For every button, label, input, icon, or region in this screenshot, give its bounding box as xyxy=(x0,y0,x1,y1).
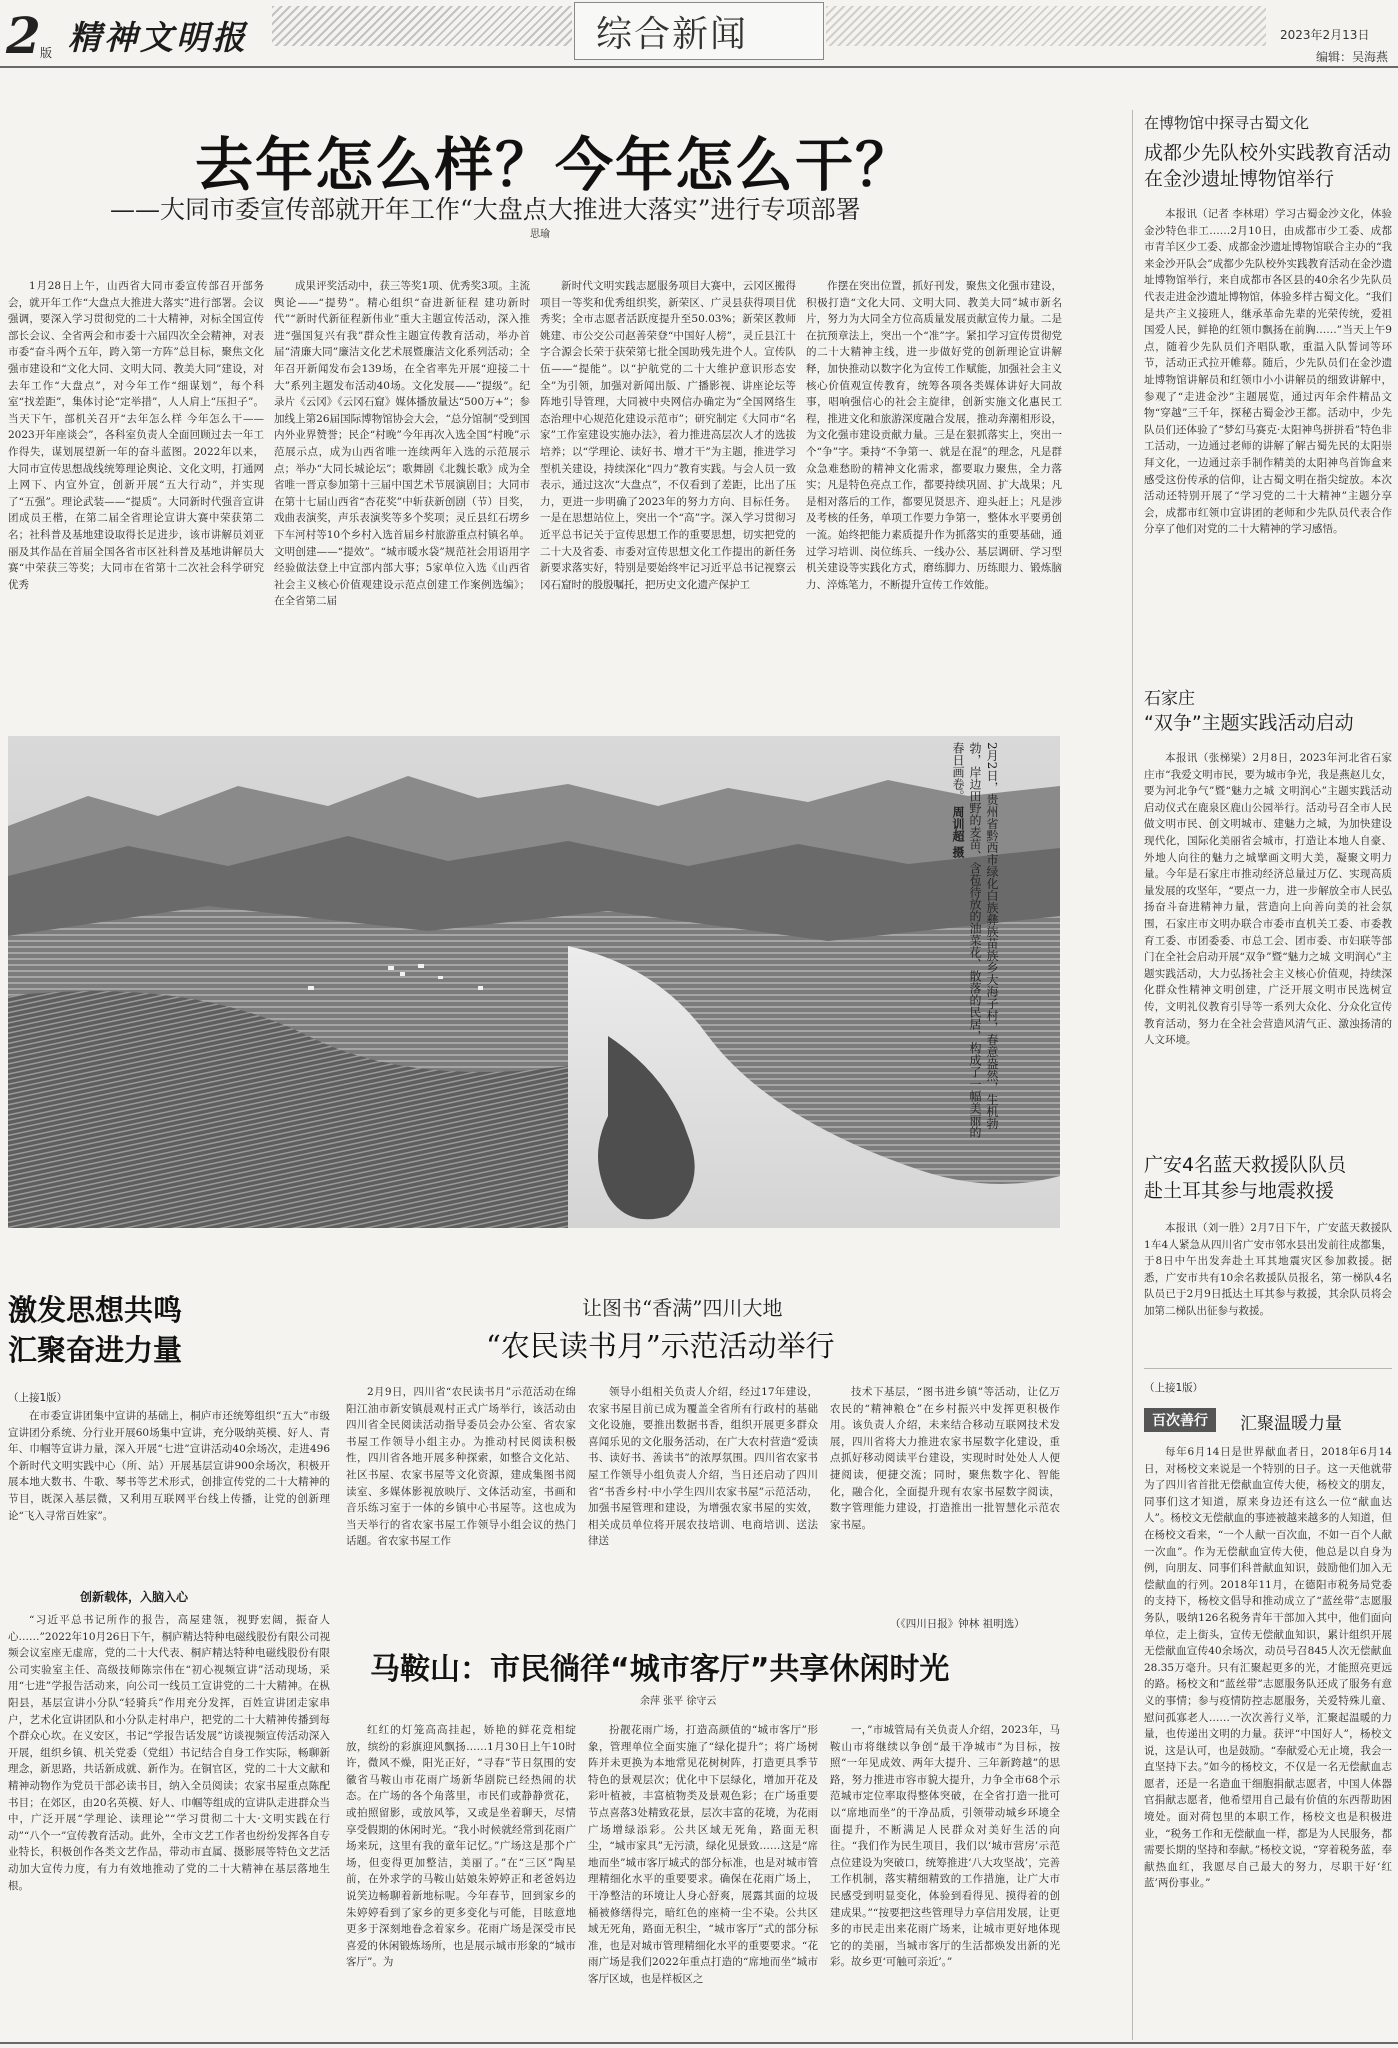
right-column-divider xyxy=(1132,110,1133,2040)
photo-credit: 周训超 摄 xyxy=(951,805,965,859)
rural-story-column-2: 领导小组相关负责人介绍，经过17年建设，农家书屋目前已成为覆盖全省所有行政村的基础文化设施，要推出数据书香，组织开展更多群众喜闻乐见的文化服务活动，在广大农村营造“爱读书、读好书、善读书”的浓厚氛围。四川省农家书屋工作领导小组负责人介绍，当日还启动了四川省“书香乡村·中小学生四川农家书屋”示范活动，加强书屋管理和建设，为增强农家书屋的实效，相关成员单位将开展农技培训、电商培训、送法律送 xyxy=(588,1386,818,1548)
maanshan-column-1: 红红的灯笼高高挂起，娇艳的鲜花竞相绽放，缤纷的彩旗迎风飘扬……1月30日上午10时许，微风不燥，阳光正好，“寻春”节日氛围的安徽省马鞍山市花雨广场新华剧院已经热闹的状态。在广场的各个角落里，市民们或静静赏花，或拍照留影，或放风筝，又或是坐着聊天，尽情享受假期的休闲时光。“我小时候就经常到花雨广场来玩，这里有我的童年记忆。”广场这是那个广场，但变得更加整洁，美丽了。”在“三区”陶星前，在外求学的马鞍山姑娘朱婷婷正和老爸妈边说笑边畅聊着新地标呢。今年春节，回到家乡的朱婷婷看到了家乡的更多变化与可能，目眩意地更多于深刻地眷念着家乡。花雨广场是深受市民喜爱的休闲锻炼场所，也是展示城市形象的“城市客厅”。为 xyxy=(346,1724,576,1969)
lead-column-3: 新时代文明实践志愿服务项目大赛中，云冈区搬得项目一等奖和优秀组织奖，新荣区、广灵县获得项目优秀奖；全市志愿者活跃度提升至50.03%；新荣区教师姚建、市公交公司赵善荣登“中国好人榜”，灵丘县江十字合源会长荣于获荣第七批全国助残先进个人。宣传队伍——“提能”。以“护航党的二十大维护意识形态安全”为引领，加强对新闻出版、广播影视、讲座论坛等阵地引导管理，大同被中央网信办确定为“全国网络生态治理中心规范化建设示范市”；研究制定《大同市“名家”工作室建设实施办法》，着力推进高层次人才的选拔培养；以“学理论、读好书、增才干”为主题，推进学习型机关建设，持续深化“四力”教育实践。与会人员一致表示，通过这次“大盘点”，不仅看到了差距，比出了压力，更进一步明确了2023年的努力方向、目标任务。一是在思想站位上，突出一个“高”字。深入学习贯彻习近平总书记关于宣传思想工作的重要思想，切实把党的二十大及省委、市委对宣传思想文化工作提出的新任务新要求落实好，特别是要始终牢记习近平总书记视察云冈石窟时的殷殷嘱托，把历史文化遗产保护工 xyxy=(540,280,796,591)
left-story-body-2: “习近平总书记所作的报告，高屋建瓴，视野宏阔，振奋人心……”2022年10月26日下午，桐庐精达特种电磁线股份有限公司视频会议室座无虚席，党的二十大代表、桐庐精达特种电磁线股份有限公司实验室主任、高级技师陈宗伟在“初心视频宣讲”活动现场，采用“七进”学报告活动来，向公司一线员工宣讲党的二十大精神。在枞阳县，基层宣讲小分队“轻骑兵”作用充分发挥，百姓宣讲团走家串户，艺术化宣讲团队和小分队走村串户，把党的二十大精神传播到每个群众心坎。在义安区，书记“学报告话发展”访谈视频宣传活动深入开展，组织乡镇、机关党委（党组）书记结合自身工作实际，畅聊新理念，新思路，共话新成就、新作为。在铜官区，党的二十大文献和精神动物作为党员干部必读书目，纳入全员阅读；农家书屋重点陈配书目；在郊区，由20名英模、好人、巾帼等组成的宣讲队走进群众当中，广泛开展“学理论、读理论”“学习贯彻二十大·文明实践在行动”“八个一”宣传教育活动。此外，全市文艺工作者也纷纷发挥各自专业特长，积极创作各类文艺作品，带动市直属、摄影展等特色文艺活动加大宣传力度，有力有效地推动了党的二十大精神在基层落地生根。 xyxy=(8,1614,330,1892)
museum-body: 本报讯（记者 李林珺）学习古蜀金沙文化，体验金沙特色非工……2月10日，由成都市少工委、成都市青羊区少工委、成都金沙遗址博物馆联合主办的“我来金沙开队会”成都少先队校外实践教育活动在金沙遗址博物馆举行，来自成都市各区县的40余名少先队员代表走进金沙遗址博物馆，体验多样古蜀文化。“我们是共产主义接班人，继承革命先辈的光荣传统，爱祖国爱人民，鲜艳的红领巾飘扬在前胸……”当天上午9点，随着少先队员们齐唱队歌，重温入队誓词等环节，活动正式拉开帷幕。随后，少先队员们在金沙遗址博物馆讲解员和红领巾小小讲解员的细致讲解中，参观了“走进金沙”主题展览，通过丙年余件精品文物“穿越”三千年，探秘古蜀金沙王都。活动中，少先队员们还体验了“梦幻马赛克·太阳神鸟拼拼看”特色非工活动，一边通过老师的讲解了解古蜀先民的太阳崇拜文化，一边通过亲手制作精美的太阳神鸟首饰盒来感受这份传承的信仰，让古蜀文明在指尖绽放。本次活动还特别开展了“学习党的二十大精神”主题分享会，成都市红领巾宣讲团的老师和少先队员代表合作分享了他们对党的二十大精神的学习感悟。 xyxy=(1144,208,1392,536)
right-section-rule xyxy=(1144,1368,1392,1369)
issue-date: 2023年2月13日 xyxy=(1280,28,1370,42)
bottom-rule xyxy=(0,2042,1398,2044)
sjz-kicker: 石家庄 xyxy=(1144,689,1195,709)
editor-credit: 编辑：吴海燕 xyxy=(1316,50,1389,64)
blood-header xyxy=(1144,1408,1392,1436)
masthead xyxy=(0,0,1398,72)
maanshan-title: 马鞍山：市民徜徉“城市客厅”共享休闲时光 xyxy=(370,1652,950,1687)
left-story-body-1: 在市委宣讲团集中宣讲的基础上，桐庐市还统筹组织“五大”市级宣讲团分系统、分行业开展60场集中宣讲，充分吸纳英模、好人、青年、巾帼等宣讲力量，深入开展“七进”宣讲活动40余场次，走进496个新时代文明实践中心（所、站）开展基层宣讲900余场次，积极开展本地大数书、牛歌、琴书等艺术形式，创排宣传党的二十大精神的节目，既深入基层微，又利用互联网平台线上传播，让党的创新理论“飞入寻常百姓家”。 xyxy=(8,1410,330,1522)
masthead-ornament-right xyxy=(826,6,1266,46)
museum-title-2: 在金沙遗址博物馆举行 xyxy=(1144,168,1335,190)
page-number: 2 xyxy=(6,6,41,65)
masthead-ornament xyxy=(272,6,572,46)
paper-name: 精神文明报 xyxy=(68,18,248,57)
page-number-suffix: 版 xyxy=(40,46,53,60)
rural-story-kicker: 让图书“香满”四川大地 xyxy=(582,1296,783,1320)
guangan-body: 本报讯（刘一胜）2月7日下午，广安蓝天救援队1车4人紧急从四川省广安市邻水县出发前往成都集，于8日中午出发奔赴土耳其地震灾区参加救援。据悉，广安市共有10余名救援队员报名，第一梯队4名队员已于2月9日抵达土耳其参与救援，其余队员将会加第二梯队出征参与救援。 xyxy=(1144,1222,1392,1317)
left-story-continued: （上接1版） xyxy=(8,1392,68,1404)
section-title: 综合新闻 xyxy=(596,14,749,55)
left-story-title-1: 激发思想共鸣 xyxy=(8,1293,183,1327)
lead-column-1: 1月28日上午，山西省大同市委宣传部召开部务会，就开年工作“大盘点大推进大落实”进行部署。会议强调，要深入学习贯彻党的二十大精神，对标全国宣传部长会议、全省两会和市委十六届四次全会精神，对表市委“奋斗两个五年，跨入第一方阵”总目标，聚焦文化强市建设和“文化大同、文明大同、教美大同”建设，对去年工作“大盘点”，对今年工作“细谋划”，每个科室“找差距”，集体讨论“定举措”，人人肩上“压担子”。当天下午，部机关召开“去年怎么样 今年怎么干——2023开年座谈会”，各科室负责人全面回顾过去一年工作得失，谋划展望新一年的奋斗蓝图。2022年以来，大同市宣传思想战线统筹理论舆论、文化文明，打通网上网下、内宣外宣，创新开展“五大行动”，并实现了“五强”。理论武装——“提质”。大同新时代强音宣讲团成员王楷，在第二届全省理论宣讲大赛中荣获第二名；社科普及基地建设取得长足进步，该市讲解员刘亚丽及其作品在首届全国各省市区社科普及基地讲解员大赛“中荣获三等奖；大同市在省第十二次社会科学研究优秀 xyxy=(8,280,264,591)
lead-column-4: 作摆在突出位置，抓好刊发，聚焦文化强市建设，积极打造“文化大同、文明大同、教美大同”城市新名片，努力为大同全方位高质量发展贡献宣传力量。二是在抗预章法上，突出一个“准”字。紧扣学习宣传贯彻党的二十大精神主线，进一步做好党的创新理论宣讲解释，加快推动以数字化为宣传工作赋能，加强社会主义核心价值观宣传教育，统筹各项各类媒体讲好大同故事，唱响强信心的社会主旋律，创新实施文化惠民工程，推进文化和旅游深度融合发展，推动奔潮相形设，为文化强市建设贡献力量。三是在狠抓落实上，突出一个“争”字。秉持“不争第一、就是在混”的理念，凡是群众急难愁盼的精神文化需求，都要取力聚焦，全力落实；凡是特色亮点工作，都要持续巩固、扩大战果；凡是相对落后的工作，都要见贤思齐、迎头赶上；凡是涉及考核的任务，单项工作要力争第一，整体水平要勇创一流。始终把能力素质提升作为抓落实的重要基础，通过学习培训、岗位练兵、一线办公、基层调研、学习型机关建设等实践化方式，磨练脚力、历练眼力、锻炼脑力、淬炼笔力，不断提升宣传工作效能。 xyxy=(806,280,1062,591)
rural-story-column-1: 2月9日，四川省“农民读书月”示范活动在绵阳江油市新安镇晨观村正式广场举行，该活动由四川省全民阅读活动指导委员会办公室、省农家书屋工作领导小组主办。为推动村民阅读积极性，四川省各地开展多种探索，如整合文化站、社区书屋、农家书屋等文化资源，建成集图书阅读室、多媒体影视放映厅、文体活动室，书画和音乐练习室于一体的乡镇中心书屋等。这也成为当天举行的省农家书屋工作领导小组会议的热门话题。省农家书屋工作 xyxy=(346,1386,576,1548)
blood-body: 每年6月14日是世界献血者日，2018年6月14日，对杨校文来说是一个特别的日子。这一天他就带为了四川省首批无偿献血宣传大使，杨校文的朋友，同事们这才知道，原来身边还有这么一位“献血达人”。杨校文无偿献血的事迹被越来越多的人知道，但在杨校文看来，“一个人献一百次血，不如一百个人献一次血”。作为无偿献血宣传大使，他总是以自身为例，向朋友、同事们科普献血知识，鼓励他们加入无偿献血的行列。2018年11月，在德阳市税务局党委的支持下，杨校文倡导和推动成立了“蓝丝带”志愿服务队，吸纳126名税务青年干部加入其中，他们面向单位，走上街头，宣传无偿献血知识，累计组织开展无偿献血宣传40余场次，动员号召845人次无偿献血28.35万毫升。只有汇聚起更多的光，才能照亮更远的路。杨校文和“蓝丝带”志愿服务队还成了服务有意义的事情；参与疫情防控志愿服务，关爱特殊儿童、慰问孤寡老人……一次次善行义举，汇聚起温暖的力量，也传递出文明的力量。获评“中国好人”，杨校文说，这是认可，也是鼓励。“奉献爱心无止境，我会一直坚持下去。”如今的杨校文，不仅是一名无偿献血志愿者，还是一名造血干细胞捐献志愿者，中国人体器官捐献志愿者，他希望用自己最有价值的东西帮助困境处。面对荷包里的本职工作，杨校文也是积极进业，“税务工作和无偿献血一样，都是为人民服务，都需要长期的坚持和奉献。”杨校文说，“穿着税务蓝，奉献热血红，我愿尽自己最大的努力，尽职干好‘红蓝’两份事业。” xyxy=(1144,1446,1392,1890)
guangan-title-1: 广安4名蓝天救援队队员 xyxy=(1144,1154,1347,1176)
museum-kicker: 在博物馆中探寻古蜀文化 xyxy=(1144,114,1310,132)
left-story-subhead: 创新载体，入脑入心 xyxy=(80,1590,189,1604)
museum-title-1: 成都少先队校外实践教育活动 xyxy=(1144,142,1392,164)
photo-caption: 2月2日，贵州省黔西市绿化白族彝族苗族乡大海子村，春意盎然，生机勃勃，岸边田野的麦苗、含苞待放的油菜花、散落的民居，构成了一幅美丽的春日画卷。 周训超 摄 xyxy=(951,742,999,1138)
rural-story-title: “农民读书月”示范活动举行 xyxy=(486,1329,835,1363)
left-story-title-2: 汇聚奋进力量 xyxy=(8,1333,183,1367)
guangan-title-2: 赴土耳其参与地震救援 xyxy=(1144,1180,1335,1202)
sjz-body: 本报讯（张梯梁）2月8日，2023年河北省石家庄市“我爱文明市民，要为城市争光，我是燕赵儿女，要为河北争气”暨“魅力之城 文明润心”主题实践活动启动仪式在鹿泉区鹿山公园举行。活动号召全市人民做文明市民、创文明城市、建魅力之城，为加快建设现代化，国际化美丽省会城市，打造让本地人自豪、外地人向往的魅力之城擘画文明大美，凝聚文明力量。今年是石家庄市推动经济总量过万亿、实现高质量发展的攻坚年，“要点一力，进一步解放全市人民弘扬奋斗奋进精神力量，营造向上向善向美的社会氛围，石家庄市文明办联合市委市直机关工委、市委教育工委、市团委委、市总工会、团市委、市妇联等部门在全社会启动开展“双争”暨“魅力之城 文明润心”主题实践活动，大力弘扬社会主义核心价值观，持续深化群众性精神文明创建，广泛开展文明市民选树宣传，文明礼仪教育引导等一系列大众化、分众化宣传教育活动，努力在全社会营造风清气正、激浊扬清的人文环境。 xyxy=(1144,752,1392,1047)
rural-story-column-3: 技术下基层，“图书进乡镇”等活动，让亿万农民的“精神粮仓”在乡村振兴中发挥更积极作用。该负责人介绍，未来结合移动互联网技术发展，四川省将大力推进农家书屋数字化建设，重点抓好移动阅读平台建设，实现时时处处人人便捷阅读，便捷交流；同时，聚焦数字化、智能化，融合化，全面提升现有农家书屋数字阅读，数字管理能力建设，打造推出一批智慧化示范农家书屋。 xyxy=(830,1386,1060,1531)
masthead-rule xyxy=(0,66,1398,68)
sjz-title: “双争”主题实践活动启动 xyxy=(1144,712,1354,734)
right-continued-note: （上接1版） xyxy=(1144,1382,1204,1394)
lead-column-2: 成果评奖活动中，获三等奖1项、优秀奖3项。主流舆论——“提势”。精心组织“奋进新征程 建功新时代”“新时代新征程新伟业”重大主题宣传活动，深入推进“强国复兴有我”群众性主题宣传教育活动，举办首届“清廉大同”廉洁文化艺术展暨廉洁文化系列活动；全年召开新闻发布会139场，在全省率先开展“迎接二十大”系列主题发布活动40场。文化发展——“提级”。纪录片《云冈》《云冈石窟》媒体播放量达“500万+”；参加线上第26届国际博物馆协会大会，“总分馆制”受到国内外业界赞誉；民企“村晚”今年再次入选全国“村晚”示范展示点，成为山西省唯一连续两年入选的示范展示点；举办“大同长城论坛”；歌舞剧《北魏长歌》成为全省唯一晋京参加第十三届中国艺术节展演剧目；大同市在第十七届山西省“杏花奖”中斩获新创剧（节）目奖，戏曲表演奖，声乐表演奖等多个奖项；灵丘县红石塄乡下车河村等10个乡村入选首届乡村旅游重点村镇名单。文明创建——“提效”。“城市暖水袋”规范社会用语用字经验做法登上中宣部内部大事；5家单位入选《山西省社会主义核心价值观建设示范点创建工作案例选编》；在全省第二届 xyxy=(274,280,530,608)
maanshan-byline: 余萍 张平 徐守云 xyxy=(640,1696,717,1707)
lead-headline: 去年怎么样？今年怎么干？ xyxy=(195,131,916,199)
blood-tag: 百次善行 xyxy=(1144,1408,1216,1432)
maanshan-column-2: 扮靓花雨广场，打造高颜值的“城市客厅”形象，管理单位全面实施了“绿化提升”；将广场树阵并未更换为本地常见花树树阵，打造更具季节特色的景观层次；优化中下层绿化，增加开花及彩叶植被，丰富植物类及景观色彩；在广场重要节点喜落3处精致花景，层次丰富的花境，为花雨广场增绿添彩。公共区域无死角，路面无积尘，“城市家具”无污渍，绿化见景致……这是“席地而坐”城市客厅城式的部分标准，也是对城市管理精细化水平的重要要求。确保在花雨广场上，干净整洁的环境让人身心舒爽，展露其面的垃圾桶被修缮得完，暗红色的座椅一尘不染。公共区域无死角，路面无积尘，“城市客厅”式的部分标准，也是对城市管理精细化水平的重要要求。“花雨广场是我们2022年重点打造的“席地而坐”城市客厅区域，也是样板区之 xyxy=(588,1724,818,1985)
maanshan-column-3: 一，”市城管局有关负责人介绍，2023年，马鞍山市将继续以争创“最干净城市”为目标，按照“一年见成效、两年大提升、三年新跨越”的思路，努力推进市容市貌大提升，力争全市68个示范城市定位率取得整体突破，在全省打造一批可以“席地而坐”的干净品质，引领带动城乡环境全面提升，不断满足人民群众对美好生活的向往。“我们作为民生项目，我们以‘城市营房’示范点位建设为突破口，统筹推进‘八大攻坚战’，完善工作机制，落实精细精致的工作措施，让广大市民感受到明显变化，体验到看得见、摸得着的创建成果。”“按要把这些管理导力享信用发展，让更多的市民走出来花雨广场来，让城市更好地体现它的的美丽，当城市客厅的生活都焕发出新的光彩。故乡更‘可触可亲近’。” xyxy=(830,1724,1060,1969)
lead-subtitle: ——大同市委宣传部就开年工作“大盘点大推进大落实”进行专项部署 xyxy=(110,195,861,224)
lead-byline: 思瑜 xyxy=(530,229,550,240)
blood-title: 汇聚温暖力量 xyxy=(1240,1414,1342,1434)
rural-story-source: （《四川日报》钟林 祖明选） xyxy=(890,1618,1025,1630)
